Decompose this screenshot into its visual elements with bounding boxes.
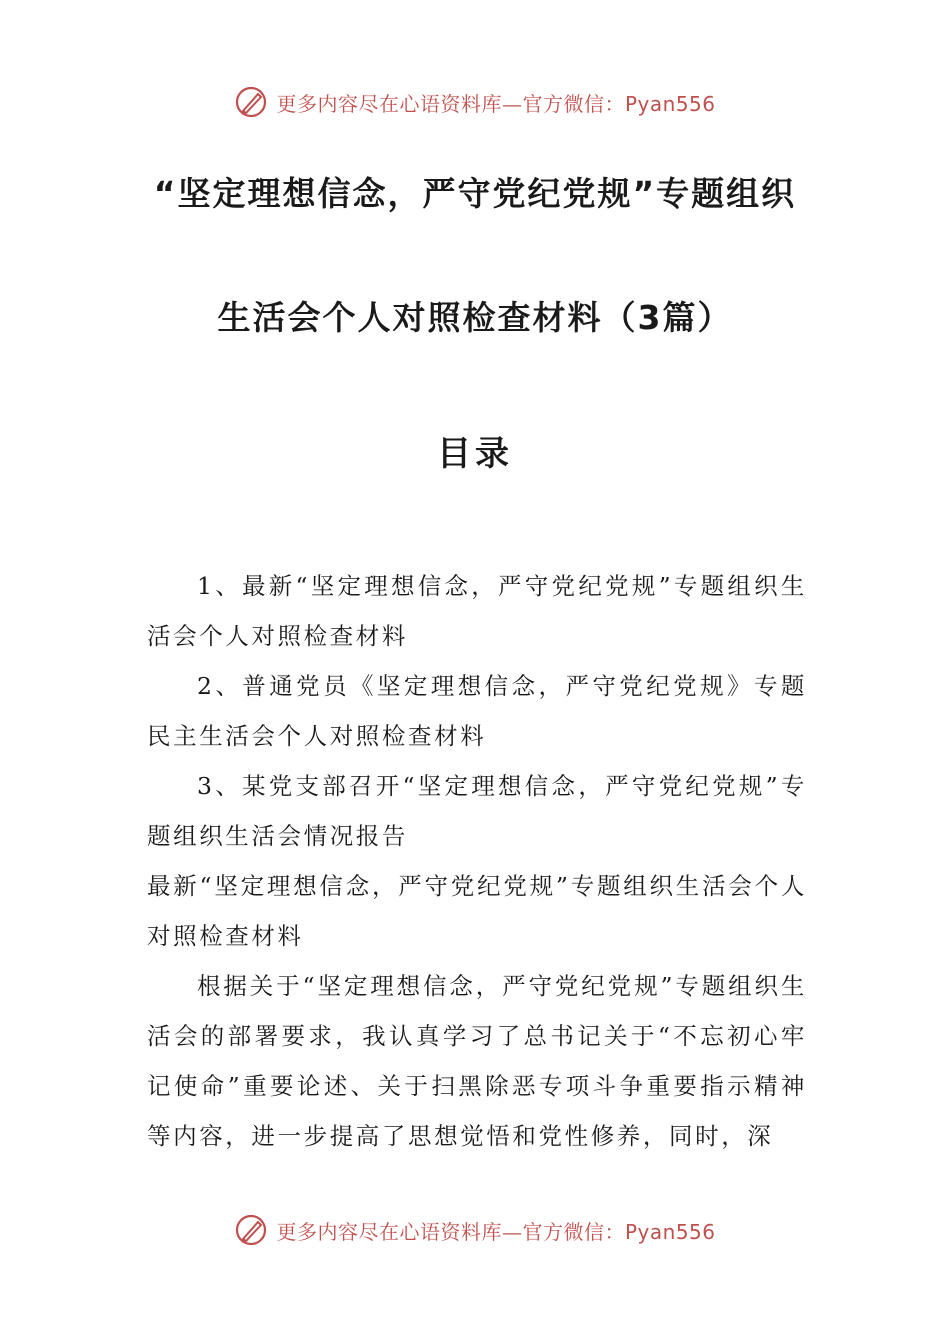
watermark-wechat-id: Pyan556: [624, 91, 716, 116]
toc-heading: 目录: [437, 434, 513, 474]
toc-item-2: 2、普通党员《坚定理想信念，严守党纪党规》专题民主生活会个人对照检查材料: [147, 672, 807, 750]
body-paragraph: 根据关于“坚定理想信念，严守党纪党规”专题组织生活会的部署要求，我认真学习了总书记关于“不忘初心牢记使命”重要论述、关于扫黑除恶专项斗争重要指示精神等内容，进一步提高了思想觉悟和党性修养，同时，深: [147, 972, 807, 1150]
watermark-text: 更多内容尽在心语资料库—官方微信：Pyan556: [276, 91, 716, 116]
document-title-line1: “坚定理想信念，严守党纪党规”专题组织: [153, 174, 797, 213]
pen-logo-icon: [234, 85, 268, 119]
watermark-wechat-id: Pyan556: [624, 1219, 716, 1244]
document-title-line2: 生活会个人对照检查材料（3篇）: [217, 298, 733, 337]
pen-logo-icon: [234, 1213, 268, 1247]
watermark-footer: [0, 1210, 950, 1250]
watermark-header: [0, 82, 950, 122]
section-title: 最新“坚定理想信念，严守党纪党规”专题组织生活会个人对照检查材料: [147, 872, 807, 950]
toc-item-1: 1、最新“坚定理想信念，严守党纪党规”专题组织生活会个人对照检查材料: [147, 572, 807, 650]
watermark-text: 更多内容尽在心语资料库—官方微信：Pyan556: [276, 1219, 716, 1244]
toc-item-3: 3、某党支部召开“坚定理想信念，严守党纪党规”专题组织生活会情况报告: [147, 772, 807, 850]
